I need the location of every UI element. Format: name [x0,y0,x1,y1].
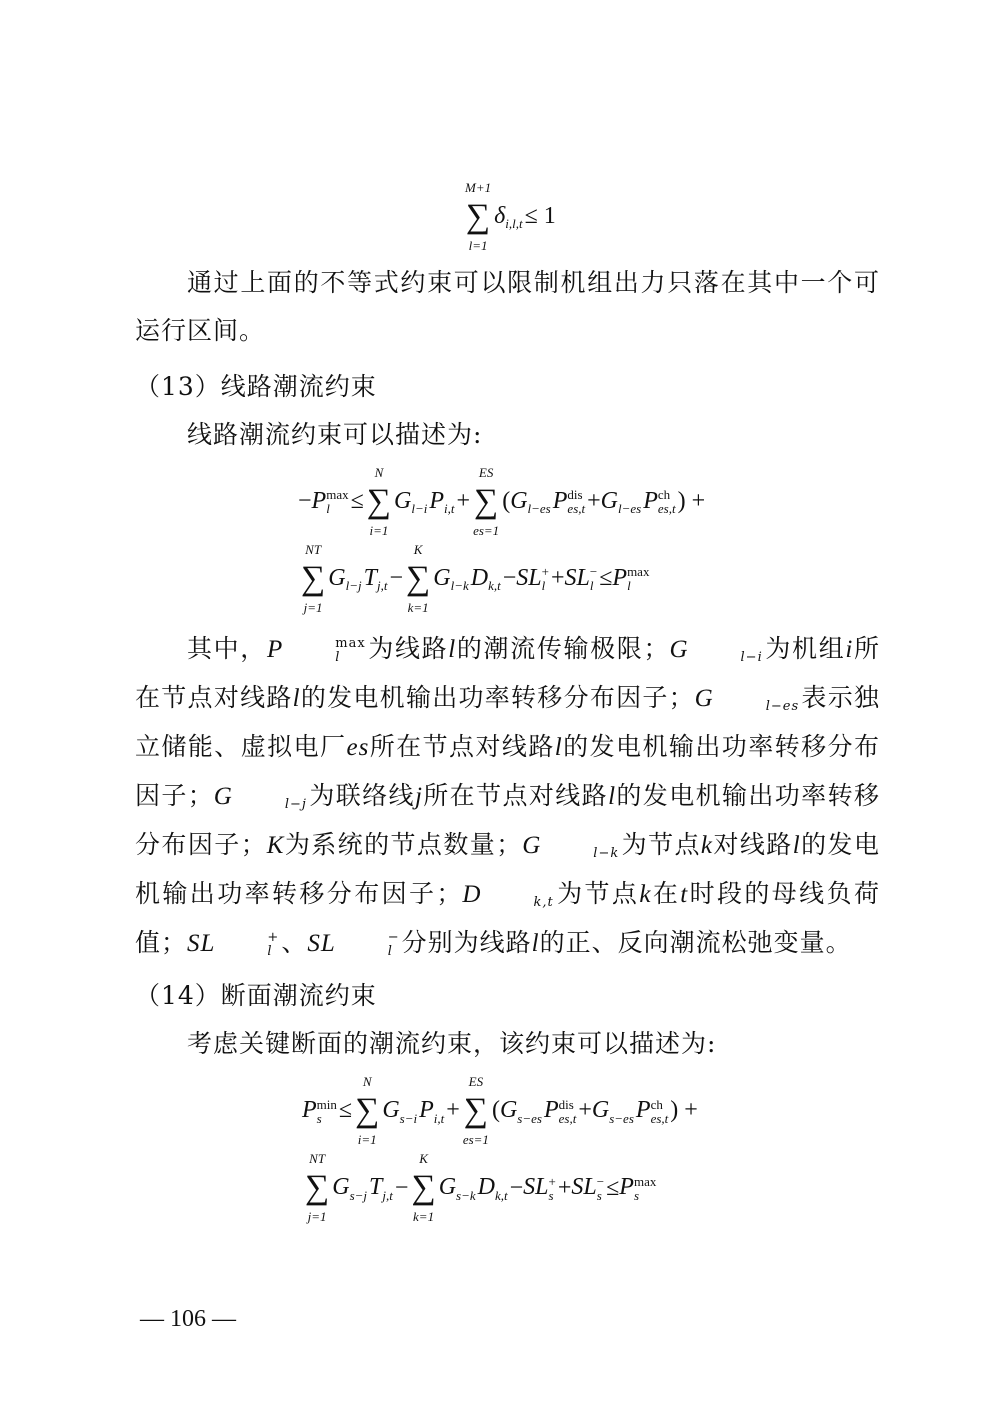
math-symbol [695,683,801,712]
symbol-base: SL [523,1174,549,1201]
symbol-base: P [635,1097,651,1124]
subscript: j,t [382,1187,393,1203]
text-run: 为节点 [555,879,640,909]
math-symbol [328,564,363,593]
symbol-scripts [326,488,348,516]
math-variable: l [531,930,540,958]
paragraph-line-flow-intro: 线路潮流约束可以描述为: [187,420,483,450]
math-operator: − [509,1174,524,1201]
subscript: es,t [558,1110,577,1126]
symbol-base: P [266,636,284,664]
text-run: 分别为线路 [401,928,532,958]
superscript [488,565,501,579]
symbol-scripts [451,565,469,593]
subscript: k,t [533,894,554,910]
subscript: l [267,943,273,959]
superscript: dis [567,487,583,503]
math-symbol [643,487,677,516]
math-symbol [571,1173,606,1202]
symbol-scripts [597,1175,604,1203]
superscript [233,784,307,798]
symbol-base: D [470,564,489,591]
symbol-base: T [369,1174,383,1201]
summation [367,465,391,538]
math-operator: + [587,488,601,515]
symbol-base: G [600,487,619,514]
math-variable: K [266,832,285,860]
symbol-scripts [651,1098,669,1126]
text-run: 的正、反向潮流松弛变量。 [539,928,852,958]
math-symbol [471,564,503,593]
math-symbol [332,1173,369,1202]
symbol-base: SL [187,930,216,958]
sum-lower-limit: es=1 [462,1132,489,1148]
section-heading-14: （14）断面潮流约束 [135,981,377,1011]
text-run: 所在节点对线路 [422,781,609,811]
symbol-scripts [481,882,553,910]
subscript: es,t [650,1110,669,1126]
sum-lower-limit: i=1 [369,523,389,539]
superscript [377,565,387,579]
symbol-scripts [528,488,551,516]
math-variable: j [414,783,423,811]
subscript: i,t [433,1110,445,1126]
paragraph-line-flow-definitions [135,625,880,968]
symbol-scripts [567,488,585,516]
subscript: l [335,649,341,665]
subscript: l [627,578,631,594]
text-run: 的发电机输出功率转移分布因子； [135,830,880,909]
math-symbol [267,634,368,663]
symbol-base: G [328,564,346,591]
subscript: l−es [527,501,551,517]
superscript: + [267,929,280,945]
symbol-base: G [499,1097,518,1124]
superscript [434,1098,444,1112]
sigma-symbol: ∑ [411,1169,436,1207]
text-run: 所在节点对线路 [369,732,555,762]
text-run: 的发电机输出功率转移分布因子； [135,781,880,860]
math-variable: l [554,734,563,762]
symbol-base: δ [494,202,506,229]
symbol-base: P [419,1097,434,1124]
math-operator: + [550,565,565,592]
math-variable: l [292,685,301,713]
math-operator: ( [502,488,511,515]
symbol-base: P [302,1097,317,1124]
sum-upper-limit: N [374,465,384,481]
symbol-base: G [522,832,542,860]
math-operator: ≤ [350,488,364,515]
superscript [495,1175,508,1189]
symbol-scripts [627,565,649,593]
symbol-base: P [429,487,445,514]
superscript [528,488,551,502]
sigma-symbol: ∑ [355,1092,380,1130]
sum-lower-limit: es=1 [473,523,500,539]
math-symbol [307,928,401,957]
subscript: s [633,1187,640,1203]
symbol-scripts [317,1098,337,1126]
superscript [444,488,454,502]
symbol-scripts [382,1175,392,1203]
text-run: 时段的母线负荷值； [135,879,880,958]
superscript: − [387,929,400,945]
subscript: es,t [657,501,676,517]
symbol-scripts [283,637,365,665]
equation-line-flow-1 [298,465,880,538]
subscript: k,t [494,1187,508,1203]
math-variable: l [792,832,801,860]
math-variable: i [845,636,854,664]
sum-upper-limit: K [413,542,423,558]
subscript: l−i [411,501,428,517]
symbol-base: G [669,636,689,664]
superscript [609,1098,634,1112]
symbol-base: T [363,564,377,591]
math-operator: ( [491,1097,500,1124]
symbol-base: P [552,487,568,514]
superscript: − [596,1173,605,1189]
superscript [714,686,799,700]
math-symbol [619,1173,658,1202]
symbol-base: G [394,487,412,514]
symbol-scripts [434,1098,444,1126]
symbol-scripts [618,488,641,516]
math-symbol [612,564,651,593]
math-operator: − [394,1174,409,1201]
symbol-base: G [433,564,451,591]
sigma-symbol: ∑ [474,483,499,521]
section-heading-13: （13）线路潮流约束 [135,372,377,402]
superscript: + [548,1173,556,1189]
symbol-base: P [311,487,327,514]
math-variable: es [346,734,370,762]
superscript: + [541,564,549,580]
subscript: s [316,1110,322,1126]
symbol-base: P [643,487,658,514]
subscript: s−es [609,1110,634,1126]
subscript: l [541,578,546,594]
symbol-scripts [549,1175,556,1203]
superscript [411,488,427,502]
math-symbol [429,487,456,516]
subscript: k,t [488,578,501,594]
math-symbol [302,1096,339,1125]
symbol-scripts [233,784,307,812]
text-run: 为机组 [764,634,846,664]
text-run: 的发电机输出功率转移分布因子； [135,732,880,811]
math-symbol [382,1096,419,1125]
math-operator: ≤ [606,1174,620,1201]
summation [355,1074,379,1147]
math-symbol [369,1173,395,1202]
math-operator: + [446,1097,460,1124]
text-run: 为节点 [621,830,701,860]
math-variable: k [700,832,714,860]
sum-upper-limit: ES [468,1074,484,1090]
math-symbol [312,487,351,516]
math-symbol [510,487,553,516]
sigma-symbol: ∑ [463,1092,488,1130]
subscript: l−es [765,698,800,714]
math-symbol [500,1096,544,1125]
superscript: max [326,487,349,503]
subscript: l−k [450,578,469,594]
math-symbol [522,830,621,859]
text-run: 、 [281,928,308,958]
subscript: l [326,501,330,517]
subscript: l−es [618,501,642,517]
math-operator: ≤ [338,1097,353,1124]
symbol-scripts [541,833,619,861]
superscript: min [316,1096,337,1112]
paragraph-section-flow-intro: 考虑关键断面的潮流约束，该约束可以描述为: [187,1029,717,1059]
math-operator: + [557,1174,572,1201]
math-operator: ) + [670,1097,698,1124]
text-run: 其中， [187,634,267,664]
symbol-base: G [694,685,714,713]
superscript [618,488,641,502]
sum-lower-limit: k=1 [413,1209,435,1225]
subscript: s−j [349,1187,368,1203]
superscript [382,1175,392,1189]
symbol-scripts [215,931,279,959]
superscript [541,833,619,847]
math-symbol [214,781,309,810]
symbol-base: G [591,1097,610,1124]
symbol-scripts [336,931,400,959]
math-variable: t [680,881,689,909]
math-operator: ) + [677,488,706,515]
text-run: 为联络线 [308,781,415,811]
symbol-scripts [590,565,597,593]
subscript: s−k [456,1187,476,1203]
symbol-scripts [609,1098,634,1126]
symbol-base: G [332,1174,350,1201]
math-operator: − [502,565,517,592]
equation-line-flow-2 [298,542,880,615]
subscript: s−es [517,1110,542,1126]
subscript: i,t [444,501,455,517]
superscript [400,1098,417,1112]
symbol-base: P [619,1174,634,1201]
text-run: 在 [651,879,681,909]
math-symbol [544,1096,578,1125]
summation [473,465,499,538]
symbol-base: G [382,1097,400,1124]
sum-lower-limit: k=1 [407,600,429,616]
summation [406,542,430,615]
subscript: l−i [740,649,763,665]
math-operator: + [578,1097,592,1124]
sigma-symbol: ∑ [366,483,392,521]
superscript: ch [657,487,671,503]
math-operator: − [298,488,312,515]
summation [463,1074,489,1147]
superscript: max [627,564,650,580]
page-number: — 106 — [140,1306,236,1333]
math-operator: ≤ [599,565,613,592]
symbol-scripts [714,686,799,714]
symbol-scripts [346,565,362,593]
sum-upper-limit: N [362,1074,372,1090]
symbol-scripts [658,488,676,516]
subscript: s [548,1187,554,1203]
symbol-base: D [477,1174,495,1201]
sum-lower-limit: j=1 [307,1209,327,1225]
math-symbol [592,1096,636,1125]
symbol-base: P [543,1097,559,1124]
symbol-base: SL [564,564,590,591]
symbol-scripts [350,1175,367,1203]
subscript: l−j [284,796,307,812]
superscript [451,565,469,579]
sum-upper-limit: NT [305,542,322,558]
sigma-symbol: ∑ [305,1169,330,1207]
subscript: l [589,578,594,594]
symbol-scripts [400,1098,417,1126]
summation [305,1151,329,1224]
symbol-scripts [444,488,454,516]
superscript [350,1175,367,1189]
equation-interval-sum [462,180,880,253]
math-symbol [553,487,587,516]
text-run: 的发电机输出功率转移分布因子； [300,683,695,713]
sum-lower-limit: j=1 [303,600,323,616]
math-operator: − [389,565,403,592]
subscript: j,t [376,578,388,594]
equation-section-flow-1 [302,1074,880,1147]
subscript: l [387,943,393,959]
symbol-base: P [612,564,628,591]
sum-upper-limit: NT [309,1151,326,1167]
math-symbol [565,564,600,593]
superscript [481,882,553,896]
symbol-scripts [634,1175,656,1203]
summation [301,542,325,615]
superscript [346,565,362,579]
symbol-base: SL [571,1174,597,1201]
math-variable: k [639,881,652,909]
superscript [517,1098,542,1112]
sum-upper-limit: ES [478,465,494,481]
summation [465,180,491,253]
subscript: s−i [399,1110,418,1126]
sigma-symbol: ∑ [301,560,326,598]
math-symbol [433,564,471,593]
sum-lower-limit: l=1 [468,238,488,254]
sum-upper-limit: K [419,1151,428,1167]
superscript [689,637,763,651]
symbol-scripts [495,1175,508,1203]
math-symbol [462,879,555,908]
math-symbol [394,487,429,516]
superscript: − [589,564,598,580]
subscript: l−k [593,845,620,861]
math-symbol [187,928,281,957]
symbol-scripts [517,1098,542,1126]
math-symbol [516,564,551,593]
sum-upper-limit: M+1 [465,180,492,195]
math-variable: l [448,636,457,664]
equation-section-flow-2 [302,1151,880,1224]
symbol-scripts [689,637,763,665]
math-symbol [478,1173,510,1202]
symbol-base: G [438,1174,457,1201]
subscript: l−j [345,578,362,594]
math-symbol [419,1096,446,1125]
text-run: 为线路 [367,634,449,664]
math-symbol [669,634,764,663]
text-run: 为系统的节点数量； [284,830,523,860]
math-symbol [439,1173,478,1202]
sigma-symbol: ∑ [465,198,491,235]
math-symbol [494,202,525,231]
text-run: 所在节点对线路 [135,634,880,713]
math-variable: l [608,783,617,811]
math-symbol [601,487,644,516]
subscript: i,l,t [505,216,523,232]
math-symbol [636,1096,670,1125]
text-run: 对线路 [713,830,793,860]
superscript [505,203,522,217]
sum-lower-limit: i=1 [357,1132,377,1148]
symbol-scripts [559,1098,577,1126]
superscript [456,1175,476,1189]
symbol-scripts [377,565,387,593]
symbol-scripts [505,203,522,231]
superscript: dis [558,1096,574,1112]
text-run: 的潮流传输极限； [456,634,670,664]
math-symbol [364,564,390,593]
subscript: s [596,1187,602,1203]
symbol-scripts [411,488,427,516]
sigma-symbol: ∑ [405,560,431,598]
symbol-base: D [462,881,482,909]
paragraph-interval-explanation: 通过上面的不等式约束可以限制机组出力只落在其中一个可运行区间。 [135,268,880,346]
subscript: es,t [567,501,586,517]
superscript: max [633,1173,657,1189]
symbol-scripts [542,565,549,593]
math-operator: ≤ 1 [524,203,556,230]
symbol-base: G [213,783,233,811]
summation [411,1151,435,1224]
superscript: max [335,635,366,651]
math-operator: + [456,488,471,515]
symbol-base: SL [307,930,336,958]
text-run: 表示独立储能、虚拟电厂 [135,683,880,762]
symbol-scripts [488,565,501,593]
superscript: ch [650,1096,663,1112]
symbol-scripts [456,1175,476,1203]
math-symbol [523,1173,558,1202]
symbol-base: SL [516,564,542,591]
symbol-base: G [510,487,528,514]
